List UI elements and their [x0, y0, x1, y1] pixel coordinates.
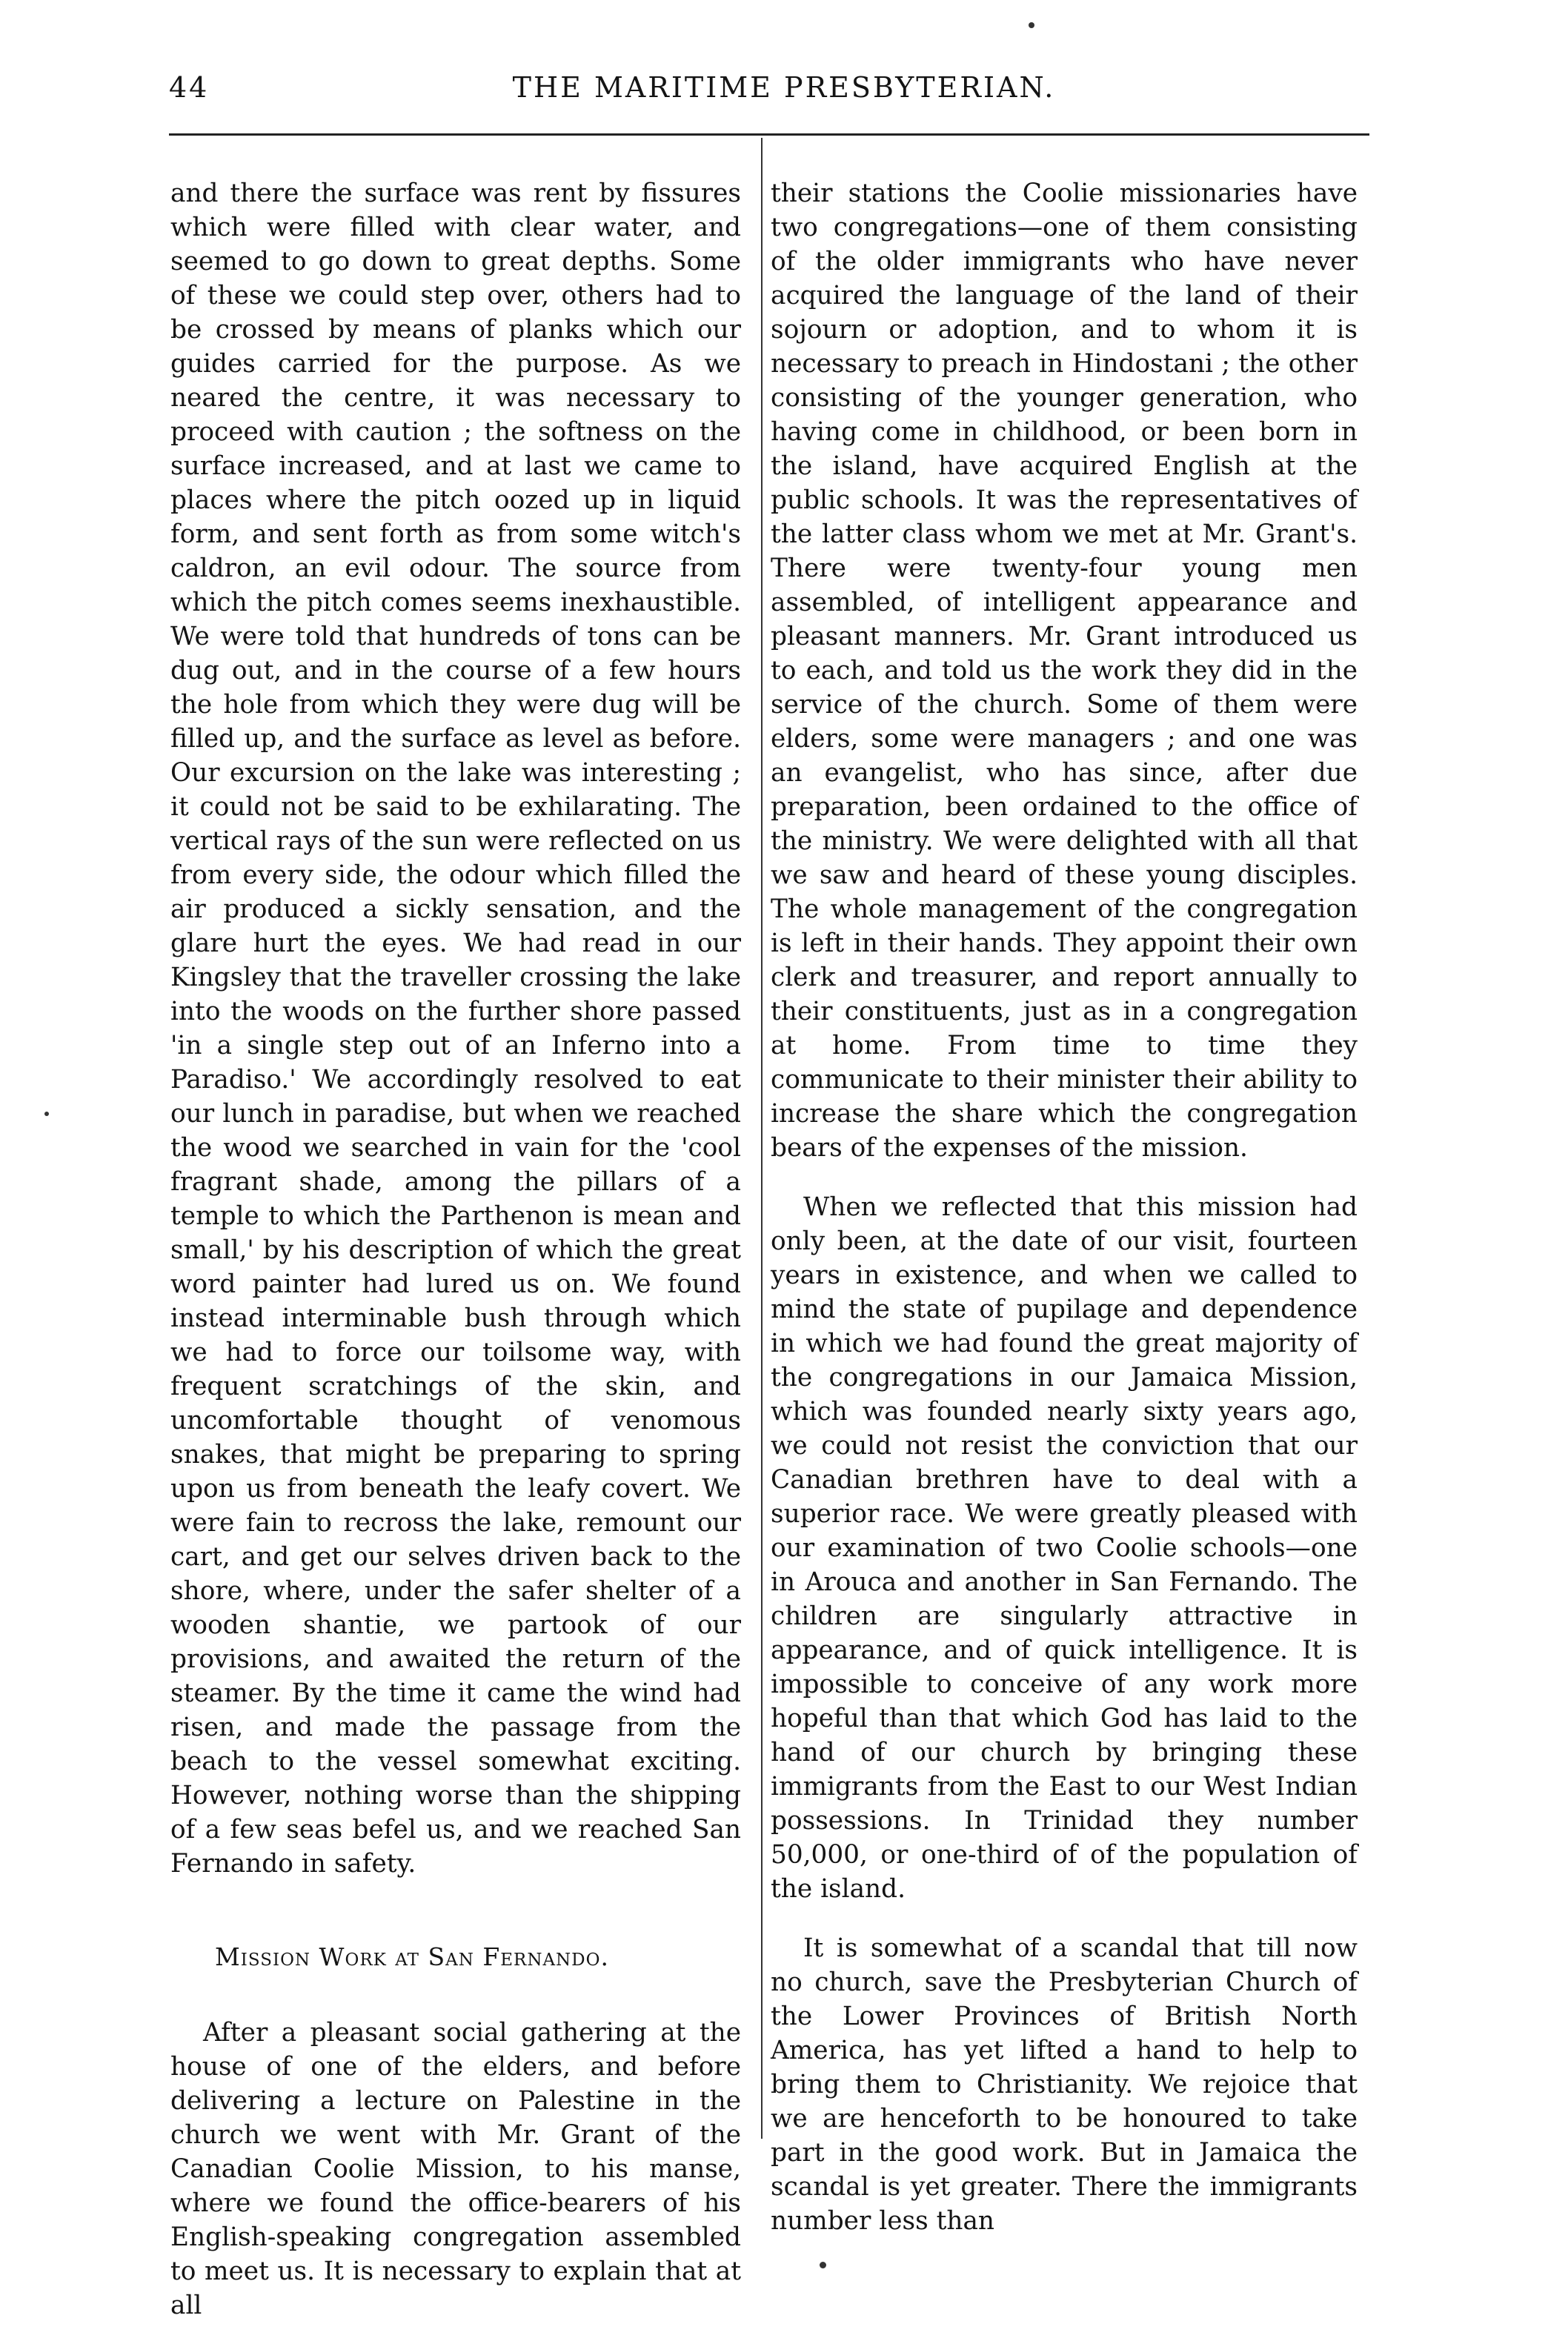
right-paragraph-3: It is somewhat of a scandal that till now no church, save the Presbyterian Church of the Lower Provinces of British North America, has yet lifted a hand to help to bring them to Christianity. We rejoice that we are henceforth to be honoured to take part in the good work. But in Jamaica the scandal is yet greater. There the immigrants number less than: [771, 1933, 1358, 2236]
print-speck: [44, 1112, 49, 1116]
paragraph-gap: [771, 1906, 1358, 1931]
section-heading: Mission Work at San Fernando.: [215, 1942, 609, 1971]
running-header: [169, 71, 1399, 116]
right-paragraph-2: When we reflected that this mission had only been, at the date of our visit, fourteen years in existence, and when we called to mind the state of pupilage and dependence in which we had found the great majority of the congregations in our Jamaica Mission, which was founded nearly sixty years ago, we could not resist the conviction that our Canadian brethren have to deal with a superior race. We were greatly pleased with our examination of two Coolie schools—one in Arouca and another in San Fernando. The children are singularly attractive in appearance, and of quick intelligence. It is impossible to conceive of any work more hopeful than that which God has laid to the hand of our church by bringing these immigrants from the East to our West Indian possessions. In Trinidad they number 50,000, or one-third of of the population of the island.: [771, 1192, 1358, 1904]
header-rule: [169, 133, 1369, 136]
right-paragraph-1: their stations the Coolie missionaries have two congregations—one of them consisting of the older immigrants who have never acquired the language of the land of their sojourn or adoption, and to whom it is necessary to preach in Hindostani ; the other consisting of the younger generation, who having come in childhood, or been born in the island, have acquired English at the public schools. It was the representatives of the latter class whom we met at Mr. Grant's. There were twenty-four young men assembled, of intelligent appearance and pleasant manners. Mr. Grant introduced us to each, and told us the work they did in the service of the church. Some of them were elders, some were managers ; and one was an evangelist, who has since, after due preparation, been ordained to the office of the ministry. We were delighted with all that we saw and heard of these young disciples. The whole management of the congregation is left in their hands. They appoint their own clerk and treasurer, and report annually to their constituents, just as in a congregation at home. From time to time they communicate to their minister their ability to increase the share which the congregation bears of the expenses of the mission.: [771, 179, 1358, 1163]
paragraph-gap: [771, 1165, 1358, 1190]
page-number: 44: [169, 71, 210, 104]
journal-title: THE MARITIME PRESBYTERIAN.: [512, 71, 1056, 104]
right-column: [771, 176, 1358, 2238]
column-divider: [761, 138, 763, 2139]
print-speck: [1029, 22, 1034, 28]
print-speck: [820, 2262, 826, 2268]
left-paragraph-2: After a pleasant social gathering at the house of one of the elders, and before delivering a lecture on Palestine in the church we went with Mr. Grant of the Canadian Coolie Mission, to his manse, where we found the office-bearers of his English-speaking congregation assembled to meet us. It is necessary to explain that at all: [170, 2018, 741, 2320]
left-column: [170, 176, 741, 2323]
left-paragraph-1: and there the surface was rent by fissures which were filled with clear water, and seemed to go down to great depths. Some of these we could step over, others had to be crossed by means of planks which our guides carried for the purpose. As we neared the centre, it was necessary to proceed with caution ; the softness on the surface increased, and at last we came to places where the pitch oozed up in liquid form, and sent forth as from some witch's caldron, an evil odour. The source from which the pitch comes seems inexhaustible. We were told that hundreds of tons can be dug out, and in the course of a few hours the hole from which they were dug will be filled up, and the surface as level as before. Our excursion on the lake was interesting ; it could not be said to be exhilarating. The vertical rays of the sun were reflected on us from every side, the odour which filled the air produced a sickly sensation, and the glare hurt the eyes. We had read in our Kingsley that the traveller crossing the lake into the woods on the further shore passed 'in a single step out of an Inferno into a Paradiso.' We accordingly resolved to eat our lunch in paradise, but when we reached the wood we searched in vain for the 'cool fragrant shade, among the pillars of a temple to which the Parthenon is mean and small,' by his description of which the great word painter had lured us on. We found instead interminable bush through which we had to force our toilsome way, with frequent scratchings of the skin, and uncomfortable thought of venomous snakes, that might be preparing to spring upon us from beneath the leafy covert. We were fain to recross the lake, remount our cart, and get our selves driven back to the shore, where, under the safer shelter of a wooden shantie, we partook of our provisions, and awaited the return of the steamer. By the time it came the wind had risen, and made the passage from the beach to the vessel somewhat exciting. However, nothing worse than the shipping of a few seas befel us, and we reached San Fernando in safety.: [170, 179, 741, 1879]
